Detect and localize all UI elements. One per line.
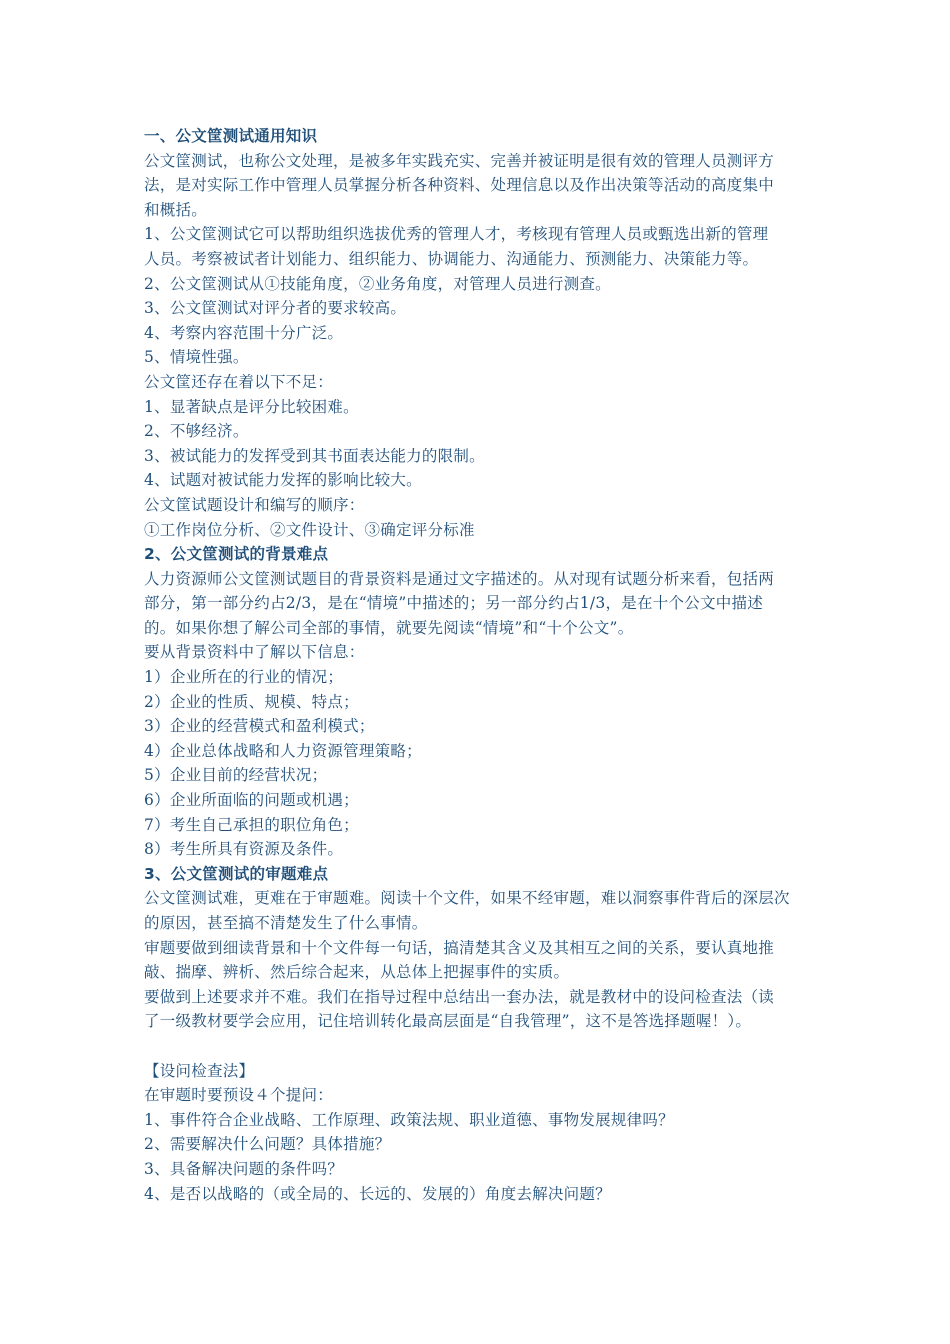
list-item: 2、公文筐测试从①技能角度，②业务角度，对管理人员进行测查。	[144, 274, 611, 293]
list-title: 要从背景资料中了解以下信息：	[144, 643, 365, 662]
section-heading: 【设问检查法】	[144, 1061, 255, 1080]
list-item: 人员。考察被试者计划能力、组织能力、协调能力、沟通能力、预测能力、决策能力等。	[144, 249, 759, 268]
paragraph-line: 部分，第一部分约占2/3，是在“情境”中描述的；另一部分约占1/3，是在十个公文中描述	[144, 594, 763, 613]
list-item: 4、考察内容范围十分广泛。	[144, 323, 344, 342]
paragraph-line: 人力资源师公文筐测试题目的背景资料是通过文字描述的。从对现有试题分析来看，包括两	[144, 569, 775, 588]
list-title: 公文筐还存在着以下不足：	[144, 372, 334, 391]
list-item: 1、公文筐测试它可以帮助组织选拔优秀的管理人才，考核现有管理人员或甄选出新的管理	[144, 225, 769, 244]
list-item: 2、不够经济。	[144, 422, 249, 441]
section-heading: 一、公文筐测试通用知识	[144, 127, 318, 145]
list-item: 4）企业总体战略和人力资源管理策略；	[144, 741, 422, 760]
list-item: 2、需要解决什么问题？具体措施？	[144, 1135, 391, 1154]
list-item: 1）企业所在的行业的情况；	[144, 668, 344, 687]
list-item: 1、显著缺点是评分比较困难。	[144, 397, 359, 416]
list-item: 4、是否以战略的（或全局的、长远的、发展的）角度去解决问题？	[144, 1184, 611, 1203]
paragraph-line: 审题要做到细读背景和十个文件每一句话，搞清楚其含义及其相互之间的关系，要认真地推	[144, 938, 775, 957]
paragraph-line: 敲、揣摩、辨析、然后综合起来，从总体上把握事件的实质。	[144, 963, 570, 982]
paragraph-line: 公文筐测试，也称公文处理，是被多年实践充实、完善并被证明是很有效的管理人员测评方	[144, 151, 775, 170]
blank-line	[144, 1034, 812, 1059]
list-item: 3、被试能力的发挥受到其书面表达能力的限制。	[144, 446, 485, 465]
list-item: ①工作岗位分析、②文件设计、③确定评分标准	[144, 520, 475, 539]
list-item: 2）企业的性质、规模、特点；	[144, 692, 359, 711]
paragraph-line: 法，是对实际工作中管理人员掌握分析各种资料、处理信息以及作出决策等活动的高度集中	[144, 176, 775, 195]
section-heading: 2、公文筐测试的背景难点	[144, 545, 329, 564]
paragraph-line: 公文筐测试难，更难在于审题难。阅读十个文件，如果不经审题，难以洞察事件背后的深层次	[144, 889, 790, 908]
list-item: 8）考生所具有资源及条件。	[144, 840, 344, 859]
paragraph-line: 的原因，甚至搞不清楚发生了什么事情。	[144, 914, 428, 932]
list-item: 3）企业的经营模式和盈利模式；	[144, 717, 375, 736]
paragraph-line: 在审题时要预设４个提问：	[144, 1086, 334, 1105]
list-title: 公文筐试题设计和编写的顺序：	[144, 495, 365, 514]
document-page	[144, 124, 812, 1206]
list-item: 7）考生自己承担的职位角色；	[144, 815, 359, 834]
list-item: 3、具备解决问题的条件吗？	[144, 1159, 344, 1178]
list-item: 6）企业所面临的问题或机遇；	[144, 791, 359, 810]
paragraph-line: 要做到上述要求并不难。我们在指导过程中总结出一套办法，就是教材中的设问检查法（读	[144, 987, 775, 1006]
paragraph-line: 的。如果你想了解公司全部的事情，就要先阅读“情境”和“十个公文”。	[144, 618, 634, 637]
list-item: 5）企业目前的经营状况；	[144, 766, 328, 785]
list-item: 1、事件符合企业战略、工作原理、政策法规、职业道德、事物发展规律吗？	[144, 1110, 674, 1129]
section-heading: 3、公文筐测试的审题难点	[144, 864, 329, 883]
paragraph-line: 和概括。	[144, 200, 208, 219]
list-item: 4、试题对被试能力发挥的影响比较大。	[144, 471, 422, 490]
list-item: 5、情境性强。	[144, 348, 249, 367]
paragraph-line: 了一级教材要学会应用，记住培训转化最高层面是“自我管理”，这不是答选择题喔！）。	[144, 1012, 752, 1031]
list-item: 3、公文筐测试对评分者的要求较高。	[144, 299, 407, 318]
